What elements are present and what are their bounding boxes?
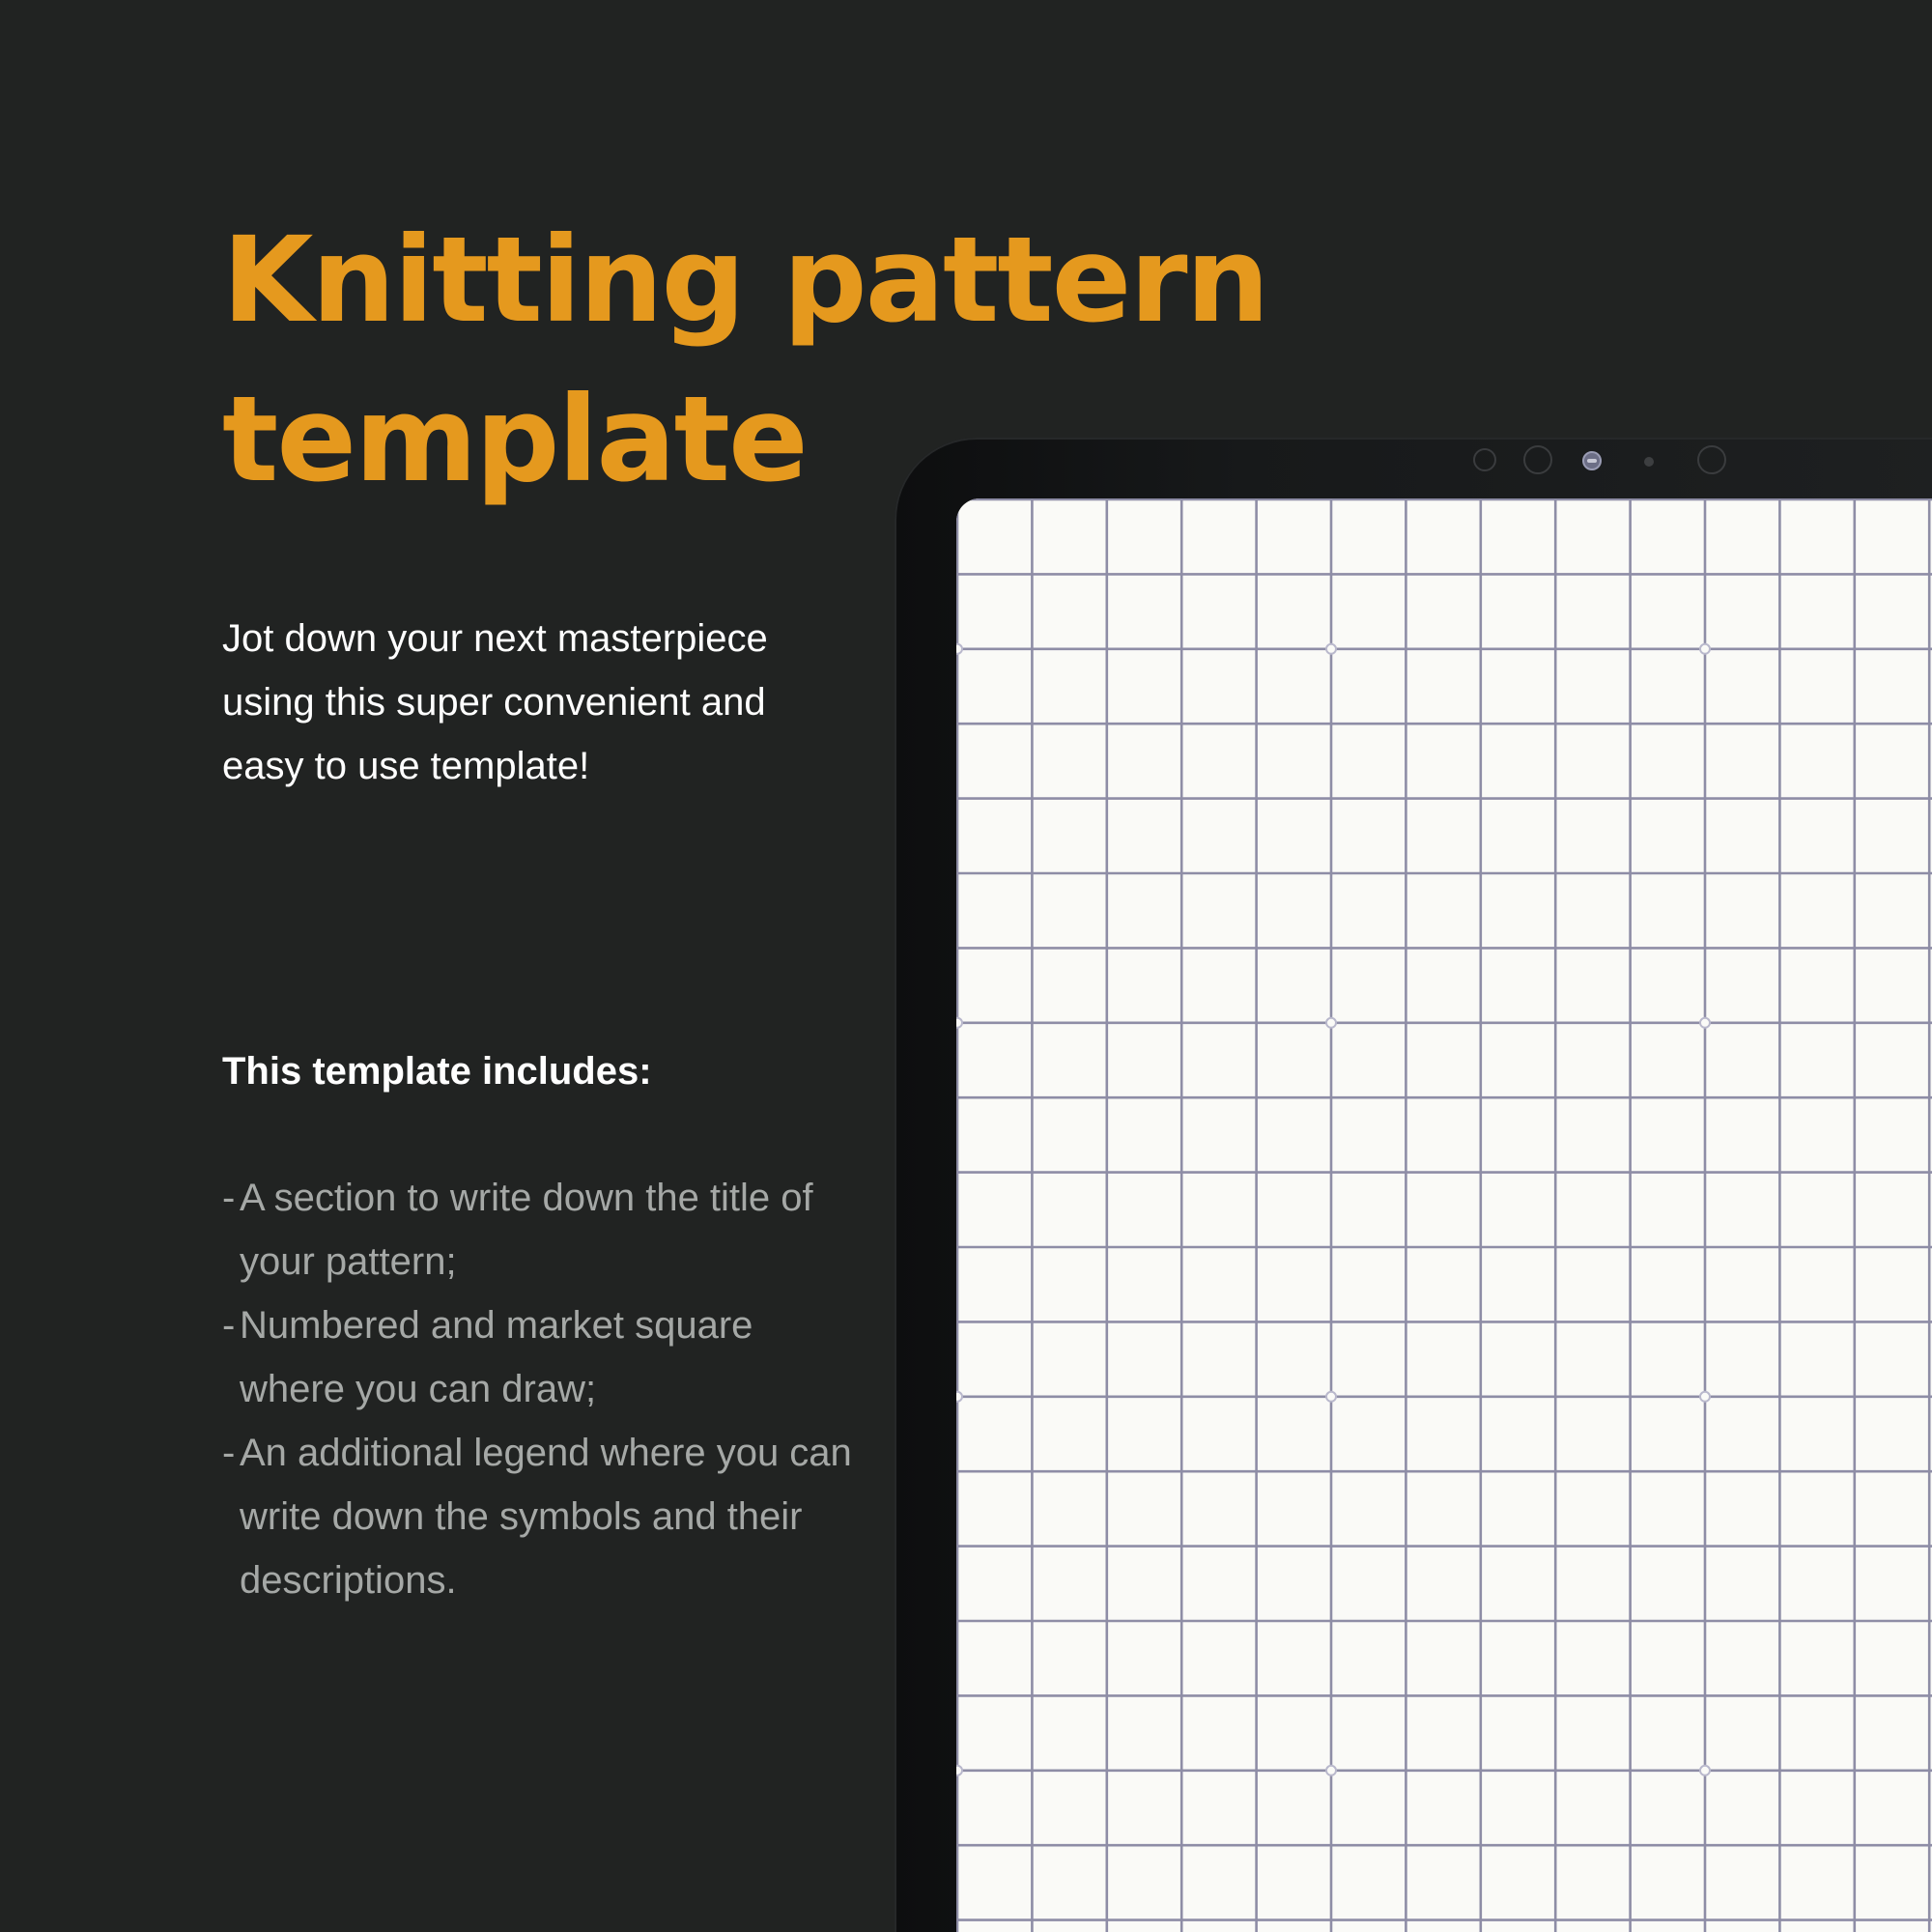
grid-marker (1326, 1392, 1336, 1402)
feature-item (222, 1421, 860, 1612)
feature-text: A section to write down the title of your pattern; (240, 1177, 813, 1283)
feature-text: An additional legend where you can write down the symbols and their descriptions. (240, 1432, 852, 1602)
tablet-screen (956, 498, 1932, 1932)
feature-list (222, 1166, 860, 1612)
camera-bar (895, 438, 1932, 496)
lens-ring-icon (1523, 445, 1552, 474)
grid-marker (1326, 1766, 1336, 1776)
page-title: Knitting pattern template (222, 212, 1268, 508)
includes-heading: This template includes: (222, 1050, 652, 1093)
grid-marker (1700, 1392, 1710, 1402)
feature-text: Numbered and market square where you can draw; (240, 1304, 753, 1410)
feature-item (222, 1293, 860, 1421)
grid-marker (1700, 1018, 1710, 1028)
grid-marker (1700, 1766, 1710, 1776)
grid-marker (1326, 644, 1336, 654)
feature-dash: - (222, 1304, 236, 1347)
grid-marker (956, 1392, 962, 1402)
lens-ring-icon (1697, 445, 1726, 474)
grid-marker (1700, 644, 1710, 654)
intro-text: Jot down your next masterpiece using this super convenient and easy to use template! (222, 617, 768, 787)
feature-dash: - (222, 1432, 236, 1474)
grid-marker (956, 1766, 962, 1776)
dot-sensor-icon (1644, 457, 1654, 467)
tablet-device (895, 438, 1932, 1932)
front-camera-icon (1582, 451, 1602, 470)
grid-marker (1326, 1018, 1336, 1028)
feature-item (222, 1166, 860, 1293)
grid-marker (956, 1018, 962, 1028)
sensor-ring-icon (1473, 448, 1496, 471)
feature-dash: - (222, 1177, 236, 1219)
pattern-grid[interactable] (956, 498, 1932, 1932)
grid-marker (956, 644, 962, 654)
